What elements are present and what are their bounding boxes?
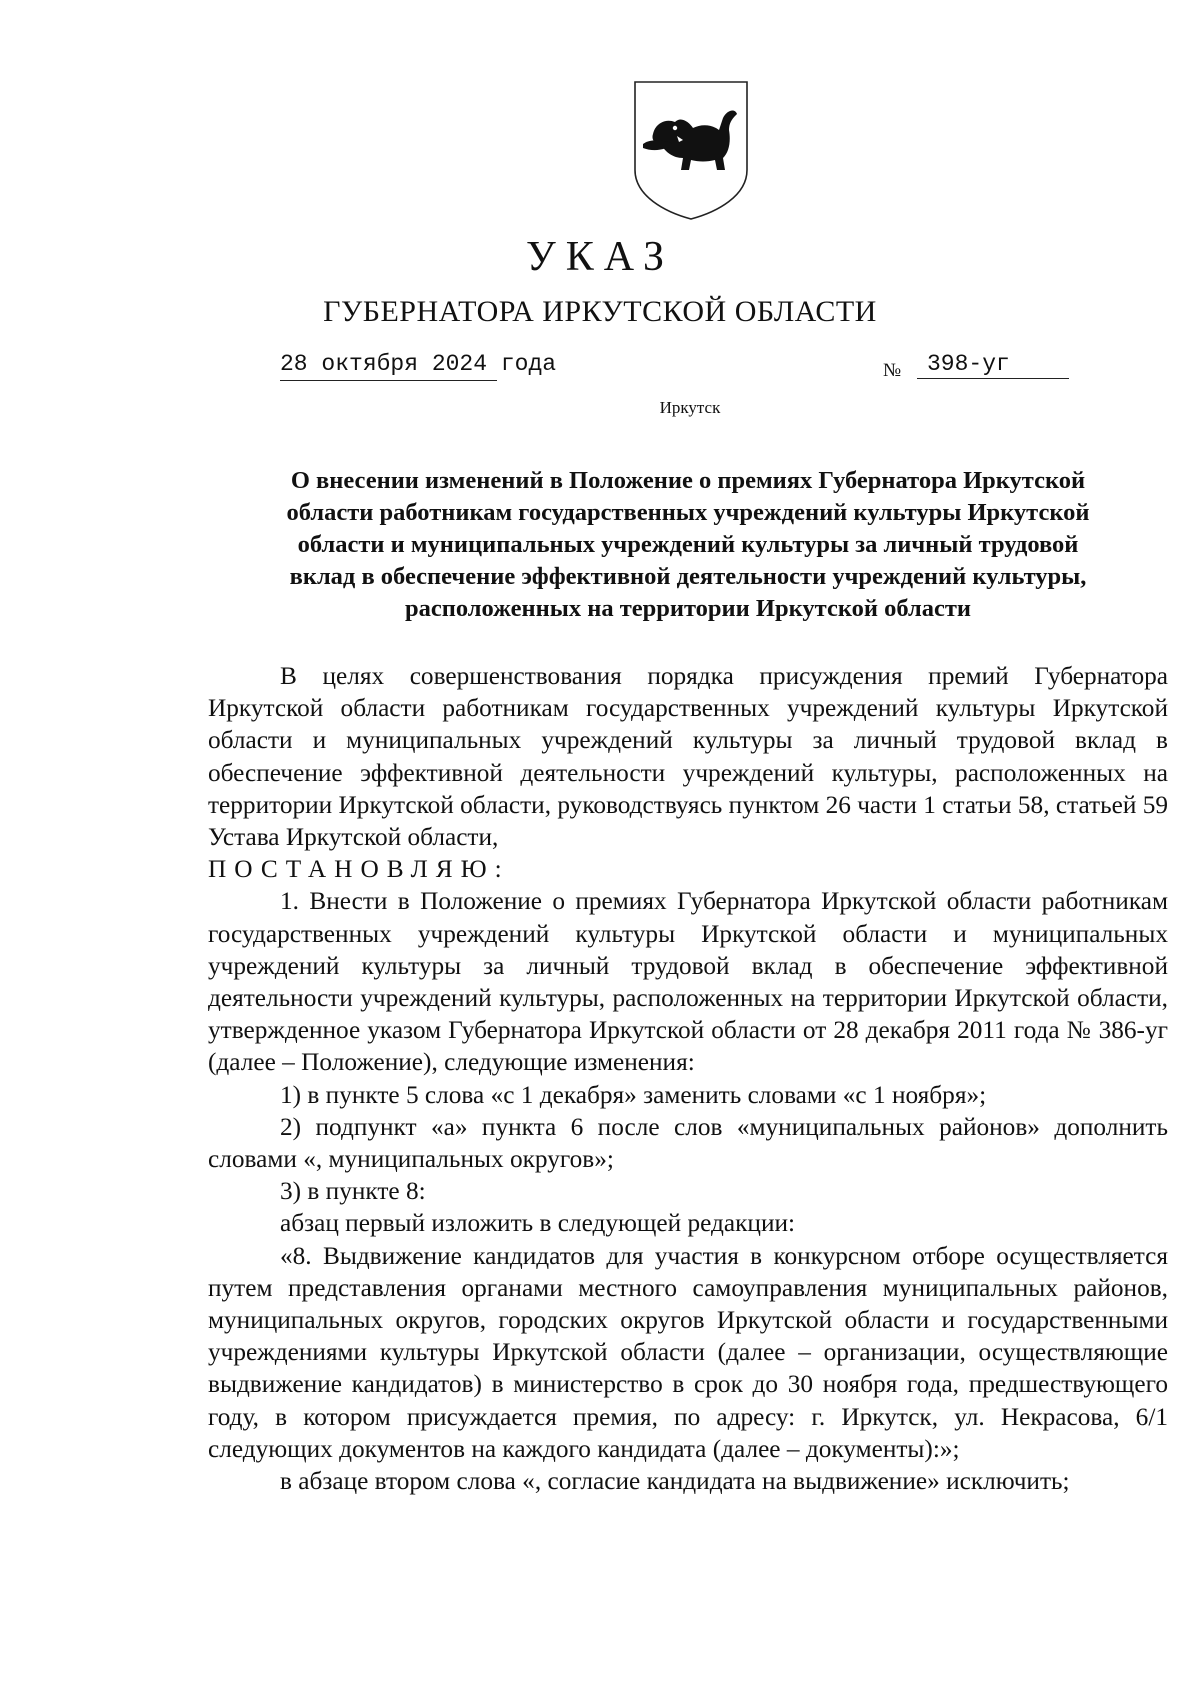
subitem-2-paragraph: 2) подпункт «а» пункта 6 после слов «муниципальных районов» дополнить словами «, муниципальных округов»; [208,1112,1168,1174]
heading-line: О внесении изменений в Положение о премиях Губернатора Иркутской [290,467,1086,494]
decree-date: 28 октября 2024 года [280,351,557,377]
city: Иркутск [659,398,721,417]
decree-heading [208,465,1168,625]
decree-body [208,660,1168,1497]
date-underline [280,380,497,381]
resolve-word: ПОСТАНОВЛЯЮ: [208,855,510,884]
subitem-3-paragraph: 3) в пункте 8: [280,1177,426,1206]
document-type-title: УКАЗ [525,234,675,280]
subitem-3-second-clause: в абзаце втором слова «, согласие кандидата на выдвижение» исключить; [280,1467,1070,1496]
issuer-title: ГУБЕРНАТОРА ИРКУТСКОЙ ОБЛАСТИ [323,295,877,328]
heading-line: расположенных на территории Иркутской области [404,595,972,622]
heading-line: области и муниципальных учреждений культуры за личный трудовой [297,531,1079,558]
item-1-paragraph: 1. Внести в Положение о премиях Губернатора Иркутской области работникам государственных учреждений культуры Иркутской области и муниципальных учреждений культуры за личный трудовой вклад в обеспечение эффективной деятельности учреждений культуры, расположенных на территории Иркутской области, утвержденное указом Губернатора Иркутской области от 28 декабря 2011 года № 386-уг (далее – Положение), следующие изменения: [208,887,1168,1077]
subitem-3-first-clause: абзац первый изложить в следующей редакции: [280,1209,796,1238]
decree-number: 398-уг [917,350,1069,379]
heading-line: области работникам государственных учреждений культуры Иркутской [286,499,1090,526]
preamble-paragraph: В целях совершенствования порядка присуждения премий Губернатора Иркутской области работникам государственных учреждений культуры Иркутской области и муниципальных учреждений культуры за личный трудовой вклад в обеспечение эффективной деятельности учреждений культуры, расположенных на территории Иркутской области, руководствуясь пунктом 26 части 1 статьи 58, статьей 59 Устава Иркутской области, [208,662,1168,852]
quoted-point-8: «8. Выдвижение кандидатов для участия в конкурсном отборе осуществляется путем представления органами местного самоуправления муниципальных районов, муниципальных округов, городских округов Иркутской области и государственными учреждениями культуры Иркутской области (далее – организации, осуществляющие выдвижение кандидатов) в министерство в срок до 30 ноября года, предшествующего году, в котором присуждается премия, по адресу: г. Иркутск, ул. Некрасова, 6/1 следующих документов на каждого кандидата (далее – документы):»; [208,1241,1168,1463]
number-label: № [883,360,902,381]
heading-line: вклад в обеспечение эффективной деятельности учреждений культуры, [289,563,1087,590]
subitem-1-paragraph: 1) в пункте 5 слова «с 1 декабря» заменить словами «с 1 ноября»; [280,1080,987,1109]
irkutsk-coat-of-arms-icon [631,78,751,223]
